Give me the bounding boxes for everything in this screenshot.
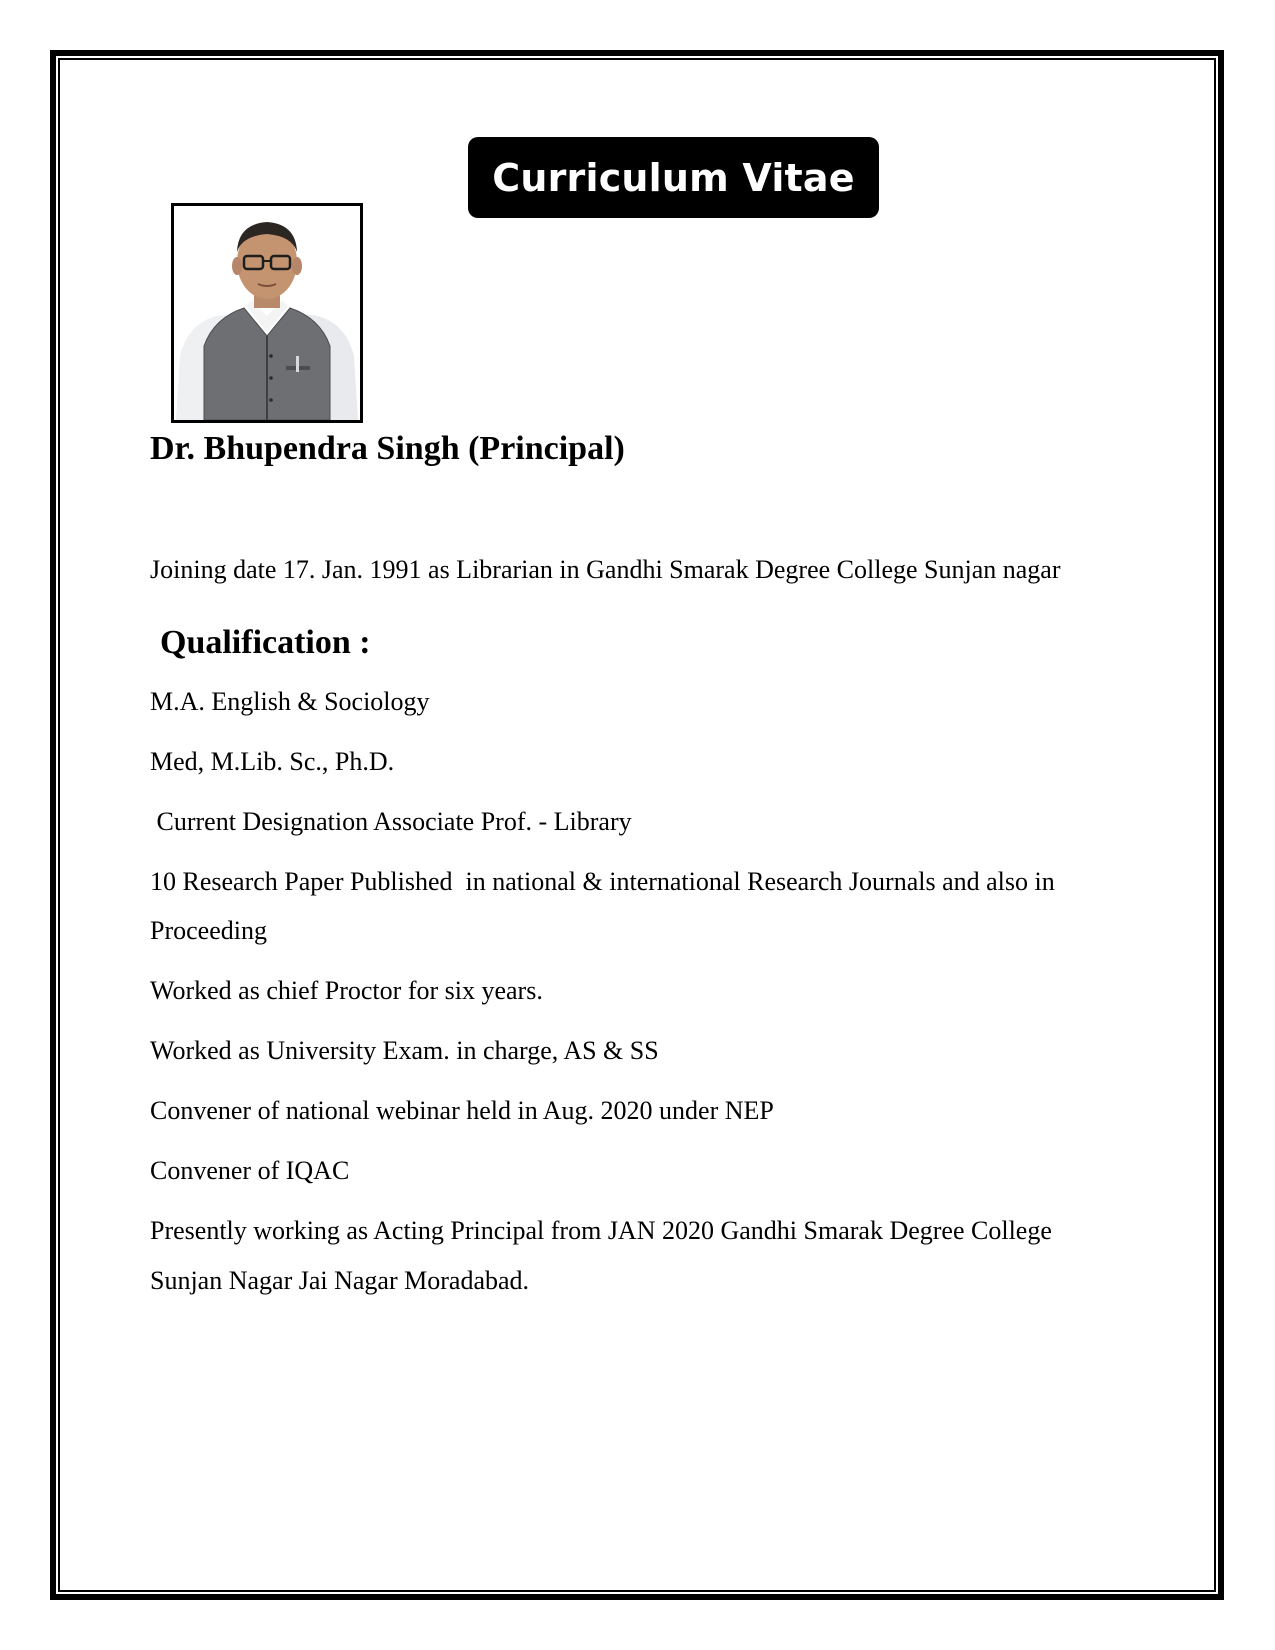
document-title: Curriculum Vitae — [468, 137, 879, 218]
current-position-line: Presently working as Acting Principal from JAN 2020 Gandhi Smarak Degree College — [150, 1216, 1052, 1245]
designation-line: Current Designation Associate Prof. - Library — [150, 807, 632, 836]
research-line-continued: Proceeding — [150, 916, 267, 945]
person-name: Dr. Bhupendra Singh (Principal) — [150, 430, 625, 467]
current-position-line-continued: Sunjan Nagar Jai Nagar Moradabad. — [150, 1266, 530, 1295]
qualification-line: Med, M.Lib. Sc., Ph.D. — [150, 747, 395, 776]
experience-line: Worked as University Exam. in charge, AS & SS — [150, 1036, 659, 1065]
qualification-heading: Qualification : — [160, 624, 371, 661]
joining-info: Joining date 17. Jan. 1991 as Librarian in Gandhi Smarak Degree College Sunjan nagar — [150, 555, 1061, 584]
qualification-line: M.A. English & Sociology — [150, 687, 430, 716]
experience-line: Convener of national webinar held in Aug. 2020 under NEP — [150, 1096, 774, 1125]
profile-photo — [171, 203, 363, 423]
experience-line: Convener of IQAC — [150, 1156, 350, 1185]
research-line: 10 Research Paper Published in national & international Research Journals and also in — [150, 867, 1055, 896]
experience-line: Worked as chief Proctor for six years. — [150, 976, 543, 1005]
